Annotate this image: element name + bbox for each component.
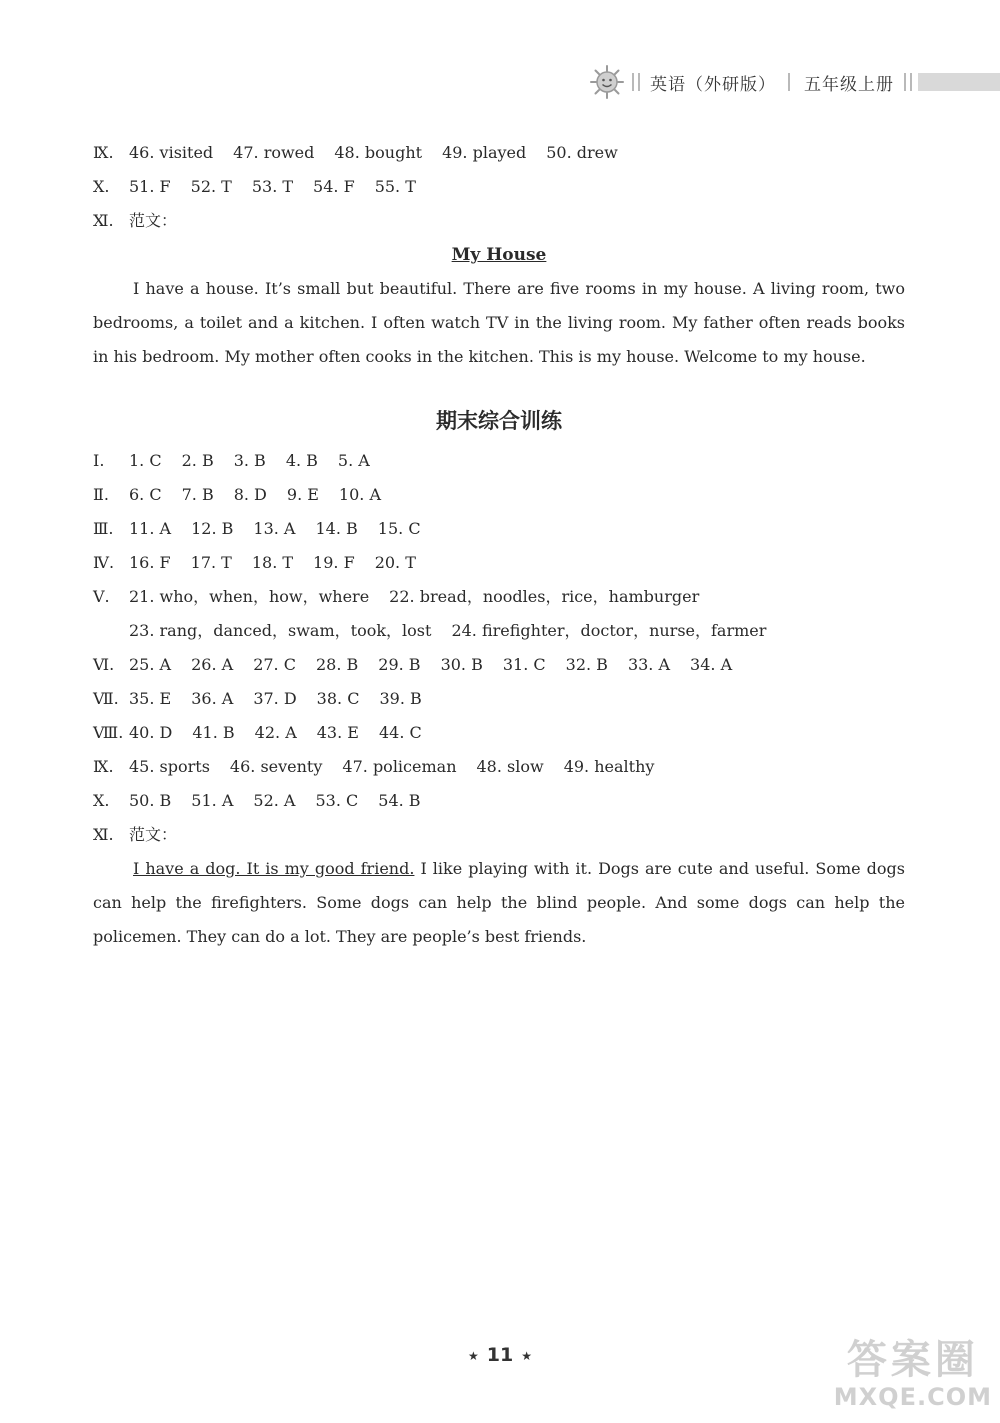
answer-item: 33. A [627, 655, 671, 674]
answer-item: 15. C [377, 519, 421, 538]
answer-item: 7. B [181, 485, 214, 504]
answer-item: 34. A [690, 655, 733, 674]
header-divider [910, 73, 912, 91]
answer-item: 49. healthy [563, 757, 655, 776]
answer-item: 44. C [378, 723, 422, 742]
answer-item: 52. A [253, 791, 296, 810]
answer-item: 6. C [129, 485, 162, 504]
header-divider [632, 73, 634, 91]
answer-item: 21. who，when，how，where [129, 587, 370, 606]
roman-numeral: Ⅱ. [93, 485, 109, 504]
answer-item: 53. T [251, 177, 294, 196]
roman-numeral: Ⅰ. [93, 451, 105, 470]
answer-line [93, 750, 905, 784]
section-title: 期末综合训练 [436, 409, 562, 433]
answer-line [93, 444, 905, 478]
watermark-url: MXQE.COM [833, 1383, 992, 1411]
essay-label [93, 818, 905, 852]
answer-item: 45. sports [129, 757, 210, 776]
answer-item: 10. A [338, 485, 382, 504]
answer-item: 9. E [286, 485, 319, 504]
answer-item: 38. C [316, 689, 360, 708]
answer-item: 13. A [253, 519, 296, 538]
header-subject: 英语（外研版） [650, 74, 776, 95]
answer-item: 52. T [190, 177, 232, 196]
answer-item: 12. B [191, 519, 234, 538]
roman-numeral: Ⅺ. [93, 211, 114, 230]
header-decoration-bar [918, 73, 1000, 91]
essay-text: I like playing with it. Dogs are cute and useful. Some dogs can help the firefighters. Some dogs can help the blind people. And some dogs can help the policemen. They can do a lot. They are people’s best friends. [93, 859, 906, 946]
answer-content [93, 136, 905, 954]
answer-item: 40. D [129, 723, 173, 742]
answer-item: 54. F [313, 177, 355, 196]
answer-item: 25. A [129, 655, 172, 674]
answer-item: 51. F [129, 177, 171, 196]
answer-item: 47. policeman [342, 757, 457, 776]
roman-numeral: Ⅹ. [93, 177, 110, 196]
watermark-logo-text: 答案圈 [846, 1337, 979, 1383]
answer-item: 36. A [191, 689, 234, 708]
answer-item: 1. C [129, 451, 162, 470]
answer-item: 16. F [129, 553, 171, 572]
answer-item: 4. B [285, 451, 318, 470]
header-divider [904, 73, 906, 91]
answer-item: 48. slow [476, 757, 544, 776]
page-header [590, 62, 1000, 102]
answer-item: 31. C [502, 655, 546, 674]
essay-title: My House [451, 245, 547, 265]
answer-item: 22. bread，noodles，rice，hamburger [389, 587, 700, 606]
answer-item: 50. drew [546, 143, 618, 162]
roman-numeral: Ⅳ. [93, 553, 115, 572]
answer-item: 47. rowed [233, 143, 315, 162]
answer-item: 28. B [315, 655, 359, 674]
answer-line [93, 716, 905, 750]
answer-item: 48. bought [334, 143, 423, 162]
roman-numeral: Ⅸ. [93, 757, 114, 776]
answer-line [93, 546, 905, 580]
roman-numeral: Ⅲ. [93, 519, 114, 538]
answer-line [93, 614, 905, 648]
answer-line [93, 580, 905, 614]
answer-item: 5. A [337, 451, 370, 470]
answer-item: 11. A [129, 519, 172, 538]
answer-item: 20. T [374, 553, 416, 572]
answer-item: 51. A [191, 791, 234, 810]
answer-item: 8. D [233, 485, 267, 504]
essay-label-text: 范文： [129, 211, 178, 230]
section1-answer-lines [93, 136, 905, 204]
answer-item: 3. B [233, 451, 266, 470]
answer-item: 14. B [315, 519, 358, 538]
answer-line [93, 512, 905, 546]
answer-item: 2. B [181, 451, 214, 470]
star-icon: ★ [521, 1348, 532, 1363]
answer-item: 49. played [442, 143, 527, 162]
answer-item: 53. C [315, 791, 359, 810]
essay-label [93, 204, 905, 238]
answer-item: 39. B [379, 689, 422, 708]
header-divider [638, 73, 640, 91]
watermark [834, 1337, 992, 1411]
answer-item: 17. T [190, 553, 232, 572]
answer-item: 19. F [313, 553, 355, 572]
answer-item: 27. C [253, 655, 296, 674]
answer-item: 32. B [565, 655, 608, 674]
answer-item: 18. T [251, 553, 294, 572]
answer-item: 35. E [129, 689, 172, 708]
star-icon: ★ [468, 1348, 479, 1363]
header-grade: 五年级上册 [804, 74, 894, 95]
header-divider [788, 73, 790, 91]
answer-line [93, 170, 905, 204]
roman-numeral: Ⅵ. [93, 655, 115, 674]
section2-answer-lines [93, 444, 905, 818]
essay-underlined-sentence: I have a dog. It is my good friend. [133, 859, 415, 878]
answer-item: 54. B [378, 791, 421, 810]
essay-label-text: 范文： [129, 825, 178, 844]
essay-paragraph [93, 852, 905, 954]
essay-paragraph: I have a house. It’s small but beautiful. There are five rooms in my house. A living room, two bedrooms, a toilet and a kitchen. I often watch TV in the living room. My father often reads books in his bedroom. My mother often cooks in the kitchen. This is my house. Welcome to my house. [93, 279, 905, 366]
answer-item: 42. A [254, 723, 297, 742]
answer-line [93, 682, 905, 716]
answer-item: 46. seventy [229, 757, 323, 776]
answer-line [93, 784, 905, 818]
roman-numeral: Ⅸ. [93, 143, 114, 162]
roman-numeral: Ⅶ. [93, 689, 119, 708]
answer-item: 55. T [374, 177, 416, 196]
answer-line [93, 648, 905, 682]
answer-item: 23. rang，danced，swam，took，lost [129, 621, 432, 640]
answer-item: 37. D [253, 689, 297, 708]
answer-item: 29. B [378, 655, 421, 674]
page-number: 11 [486, 1344, 514, 1366]
roman-numeral: Ⅹ. [93, 791, 110, 810]
answer-item: 41. B [192, 723, 235, 742]
answer-item: 46. visited [129, 143, 214, 162]
roman-numeral: Ⅴ. [93, 587, 110, 606]
roman-numeral: Ⅺ. [93, 825, 114, 844]
answer-item: 30. B [440, 655, 483, 674]
answer-item: 50. B [129, 791, 172, 810]
answer-line [93, 136, 905, 170]
sun-mascot-icon [590, 65, 624, 99]
answer-item: 43. E [316, 723, 359, 742]
answer-item: 24. firefighter，doctor，nurse，farmer [451, 621, 767, 640]
answer-line [93, 478, 905, 512]
roman-numeral: Ⅷ. [93, 723, 124, 742]
answer-item: 26. A [191, 655, 234, 674]
